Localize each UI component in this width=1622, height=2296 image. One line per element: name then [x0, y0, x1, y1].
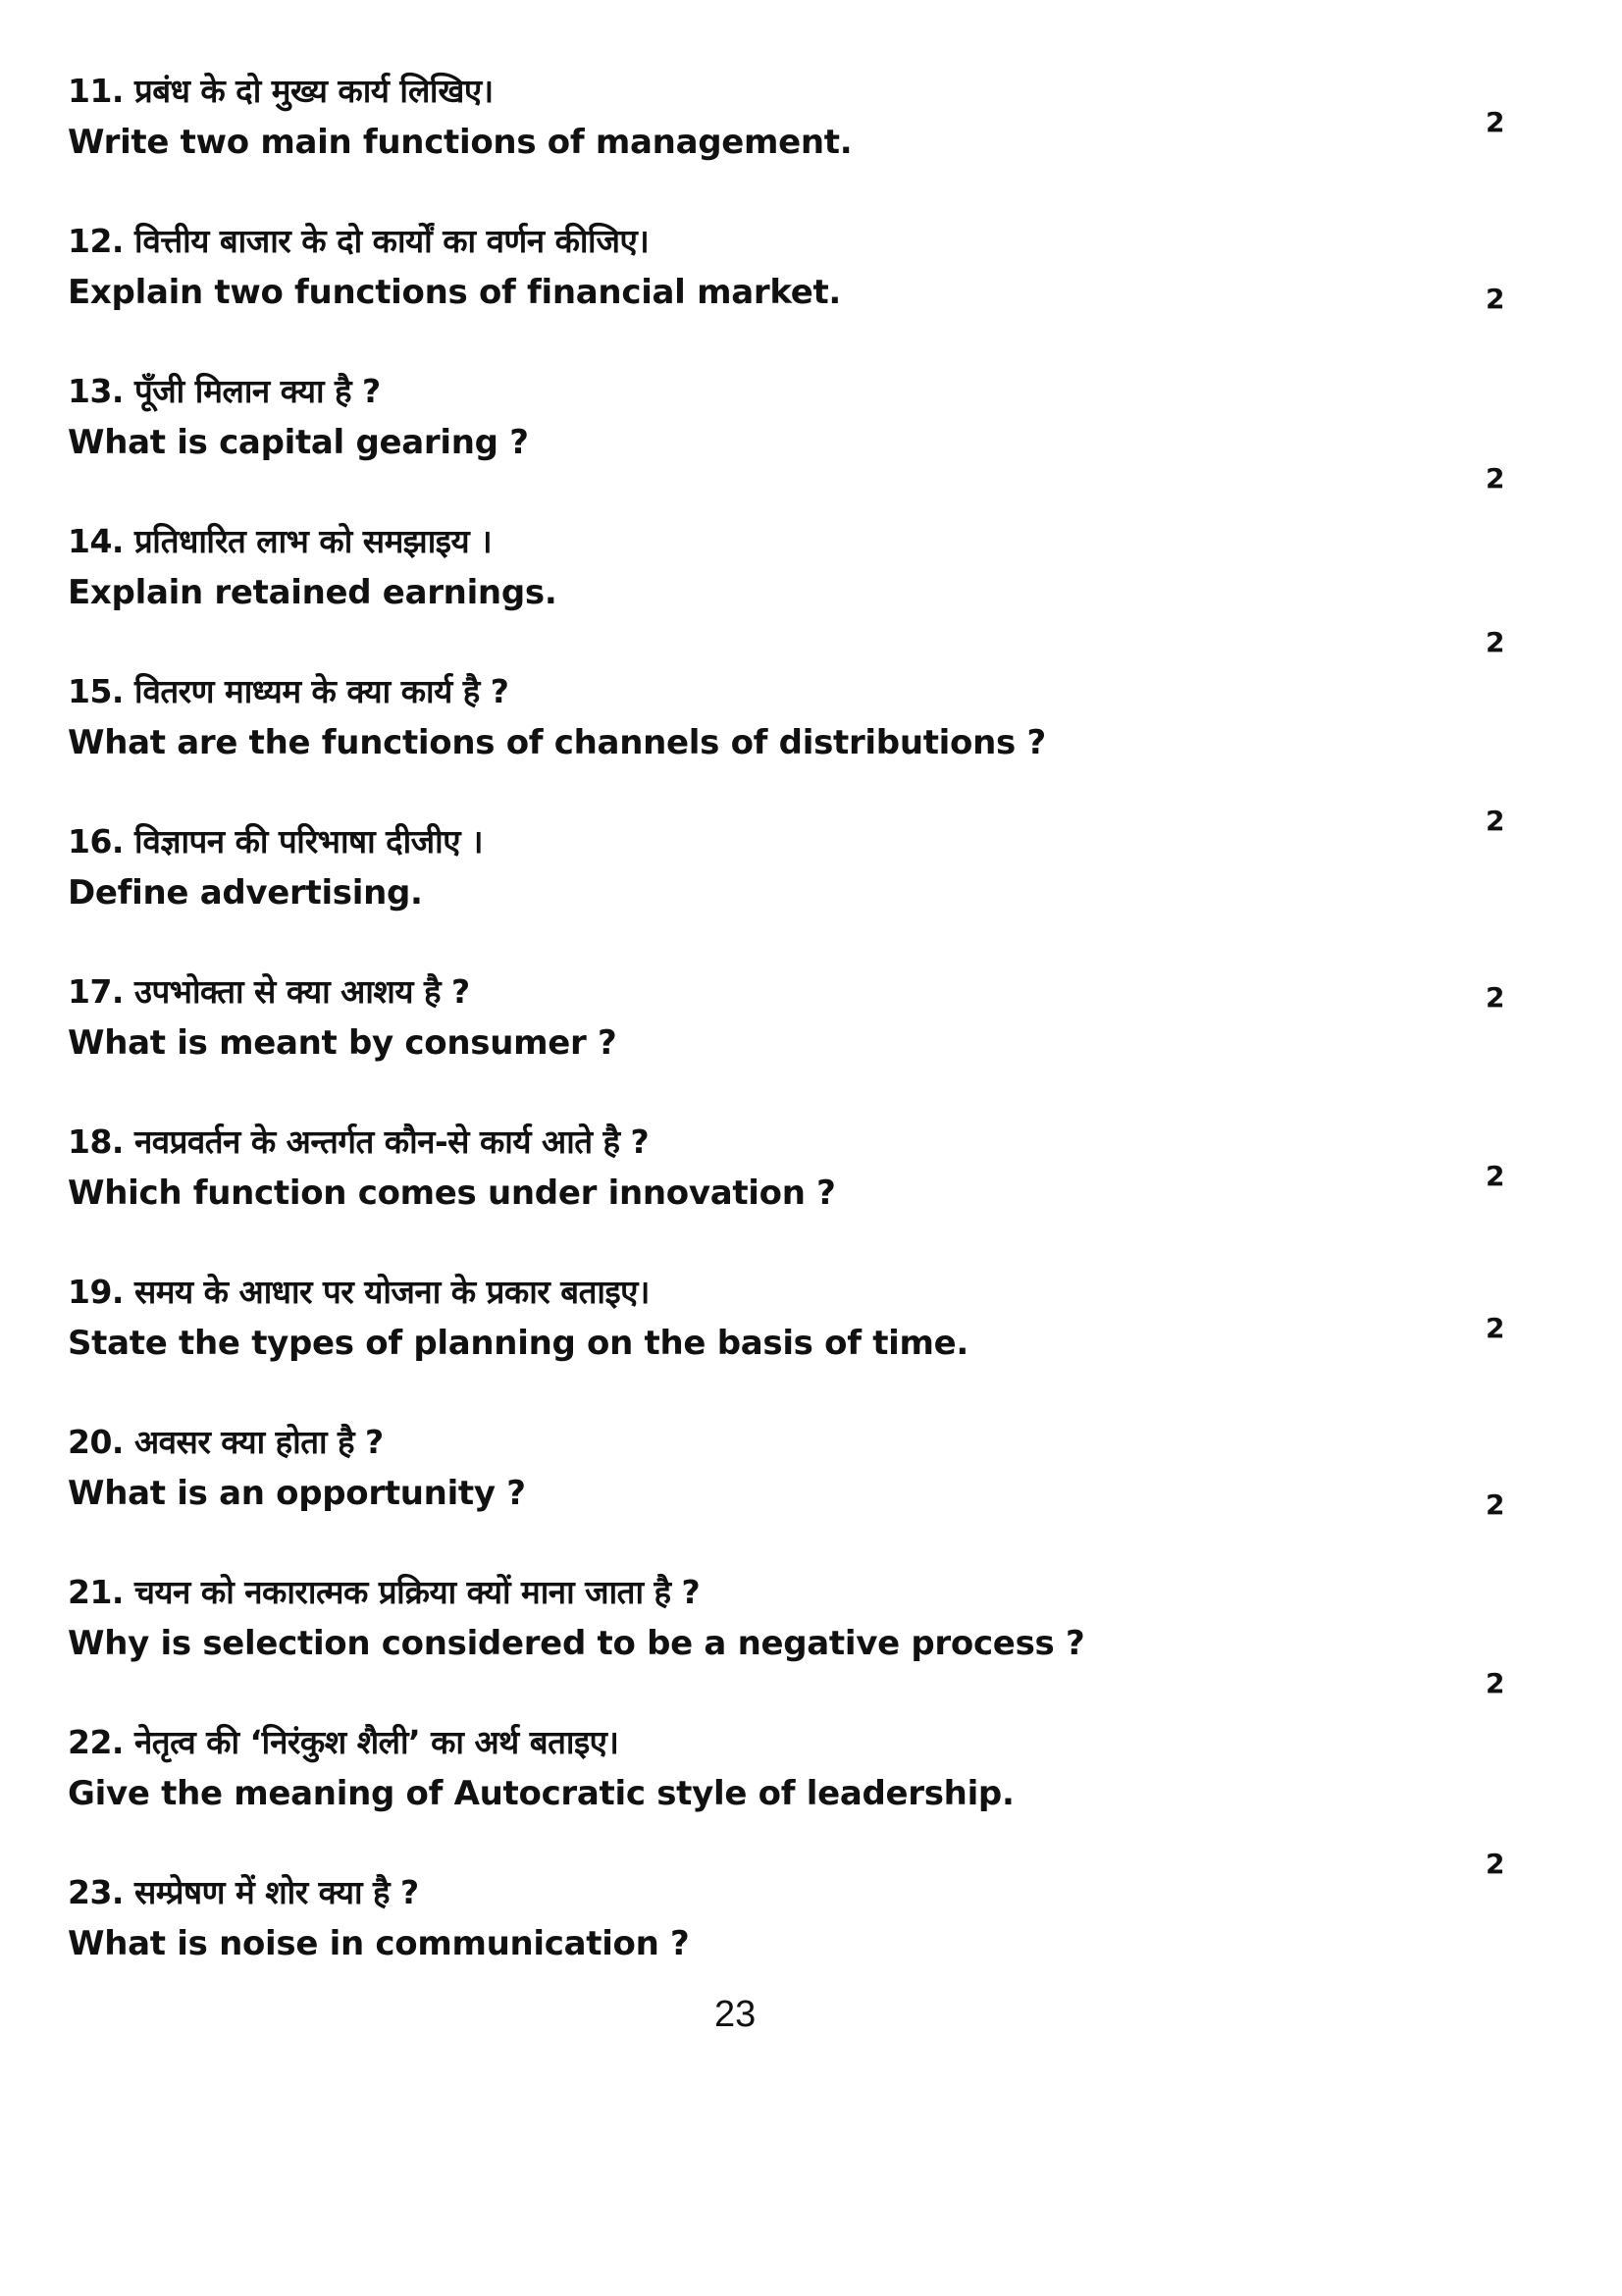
question-hindi: 17. उपभोक्ता से क्या आशय है ?: [68, 972, 470, 1011]
question-english: Which function comes under innovation ?: [68, 1174, 836, 1213]
question-english: Why is selection considered to be a negative process ?: [68, 1624, 1085, 1663]
question-item: [68, 66, 1392, 168]
question-hindi: 21. चयन को नकारात्मक प्रक्रिया क्यों माना जाता है ?: [68, 1573, 701, 1611]
question-english: Define advertising.: [68, 873, 423, 913]
question-item: [68, 1867, 1392, 1969]
question-item: [68, 816, 1392, 918]
question-item: [68, 1717, 1392, 1819]
marks-label: 2: [1486, 805, 1505, 837]
marks-label: 2: [1486, 1667, 1505, 1699]
marks-label: 2: [1486, 626, 1505, 658]
question-hindi: 11. प्रबंध के दो मुख्य कार्य लिखिए।: [68, 72, 494, 110]
question-english: What is an opportunity ?: [68, 1474, 526, 1513]
question-item: [68, 1417, 1392, 1519]
question-hindi: 12. वित्तीय बाजार के दो कार्यों का वर्णन कीजिए।: [68, 222, 650, 260]
question-hindi: 15. वितरण माध्यम के क्या कार्य है ?: [68, 672, 509, 710]
marks-label: 2: [1486, 1488, 1505, 1521]
marks-label: 2: [1486, 462, 1505, 495]
question-english: What are the functions of channels of distributions ?: [68, 723, 1046, 762]
question-english: Explain retained earnings.: [68, 573, 557, 612]
marks-label: 2: [1486, 981, 1505, 1014]
question-item: [68, 1567, 1392, 1669]
question-hindi: 18. नवप्रवर्तन के अन्तर्गत कौन-से कार्य आते है ?: [68, 1122, 650, 1161]
question-english: State the types of planning on the basis of time.: [68, 1324, 969, 1363]
question-english: Explain two functions of financial market.: [68, 273, 842, 312]
question-hindi: 16. विज्ञापन की परिभाषा दीजीए ।: [68, 822, 483, 861]
question-english: What is meant by consumer ?: [68, 1023, 617, 1063]
question-item: [68, 1267, 1392, 1369]
question-english: Write two main functions of management.: [68, 123, 853, 162]
question-item: [68, 966, 1392, 1069]
question-hindi: 20. अवसर क्या होता है ?: [68, 1423, 384, 1461]
question-item: [68, 516, 1392, 618]
question-hindi: 13. पूँजी मिलान क्या है ?: [68, 372, 381, 410]
marks-label: 2: [1486, 1160, 1505, 1192]
marks-label: 2: [1486, 1848, 1505, 1880]
question-hindi: 22. नेतृत्व की ‘निरंकुश शैली’ का अर्थ बताइए।: [68, 1723, 619, 1761]
question-hindi: 14. प्रतिधारित लाभ को समझाइय ।: [68, 522, 493, 560]
question-hindi: 19. समय के आधार पर योजना के प्रकार बताइए।: [68, 1273, 650, 1311]
question-english: What is noise in communication ?: [68, 1924, 690, 1963]
question-item: [68, 666, 1392, 768]
question-item: [68, 216, 1392, 318]
question-english: Give the meaning of Autocratic style of leadership.: [68, 1774, 1015, 1813]
question-english: What is capital gearing ?: [68, 423, 529, 462]
page-number: 23: [714, 1994, 757, 2035]
question-item: [68, 366, 1392, 468]
marks-label: 2: [1486, 1312, 1505, 1344]
question-hindi: 23. सम्प्रेषण में शोर क्या है ?: [68, 1873, 419, 1911]
question-item: [68, 1117, 1392, 1219]
marks-label: 2: [1486, 283, 1505, 315]
marks-label: 2: [1486, 106, 1505, 138]
